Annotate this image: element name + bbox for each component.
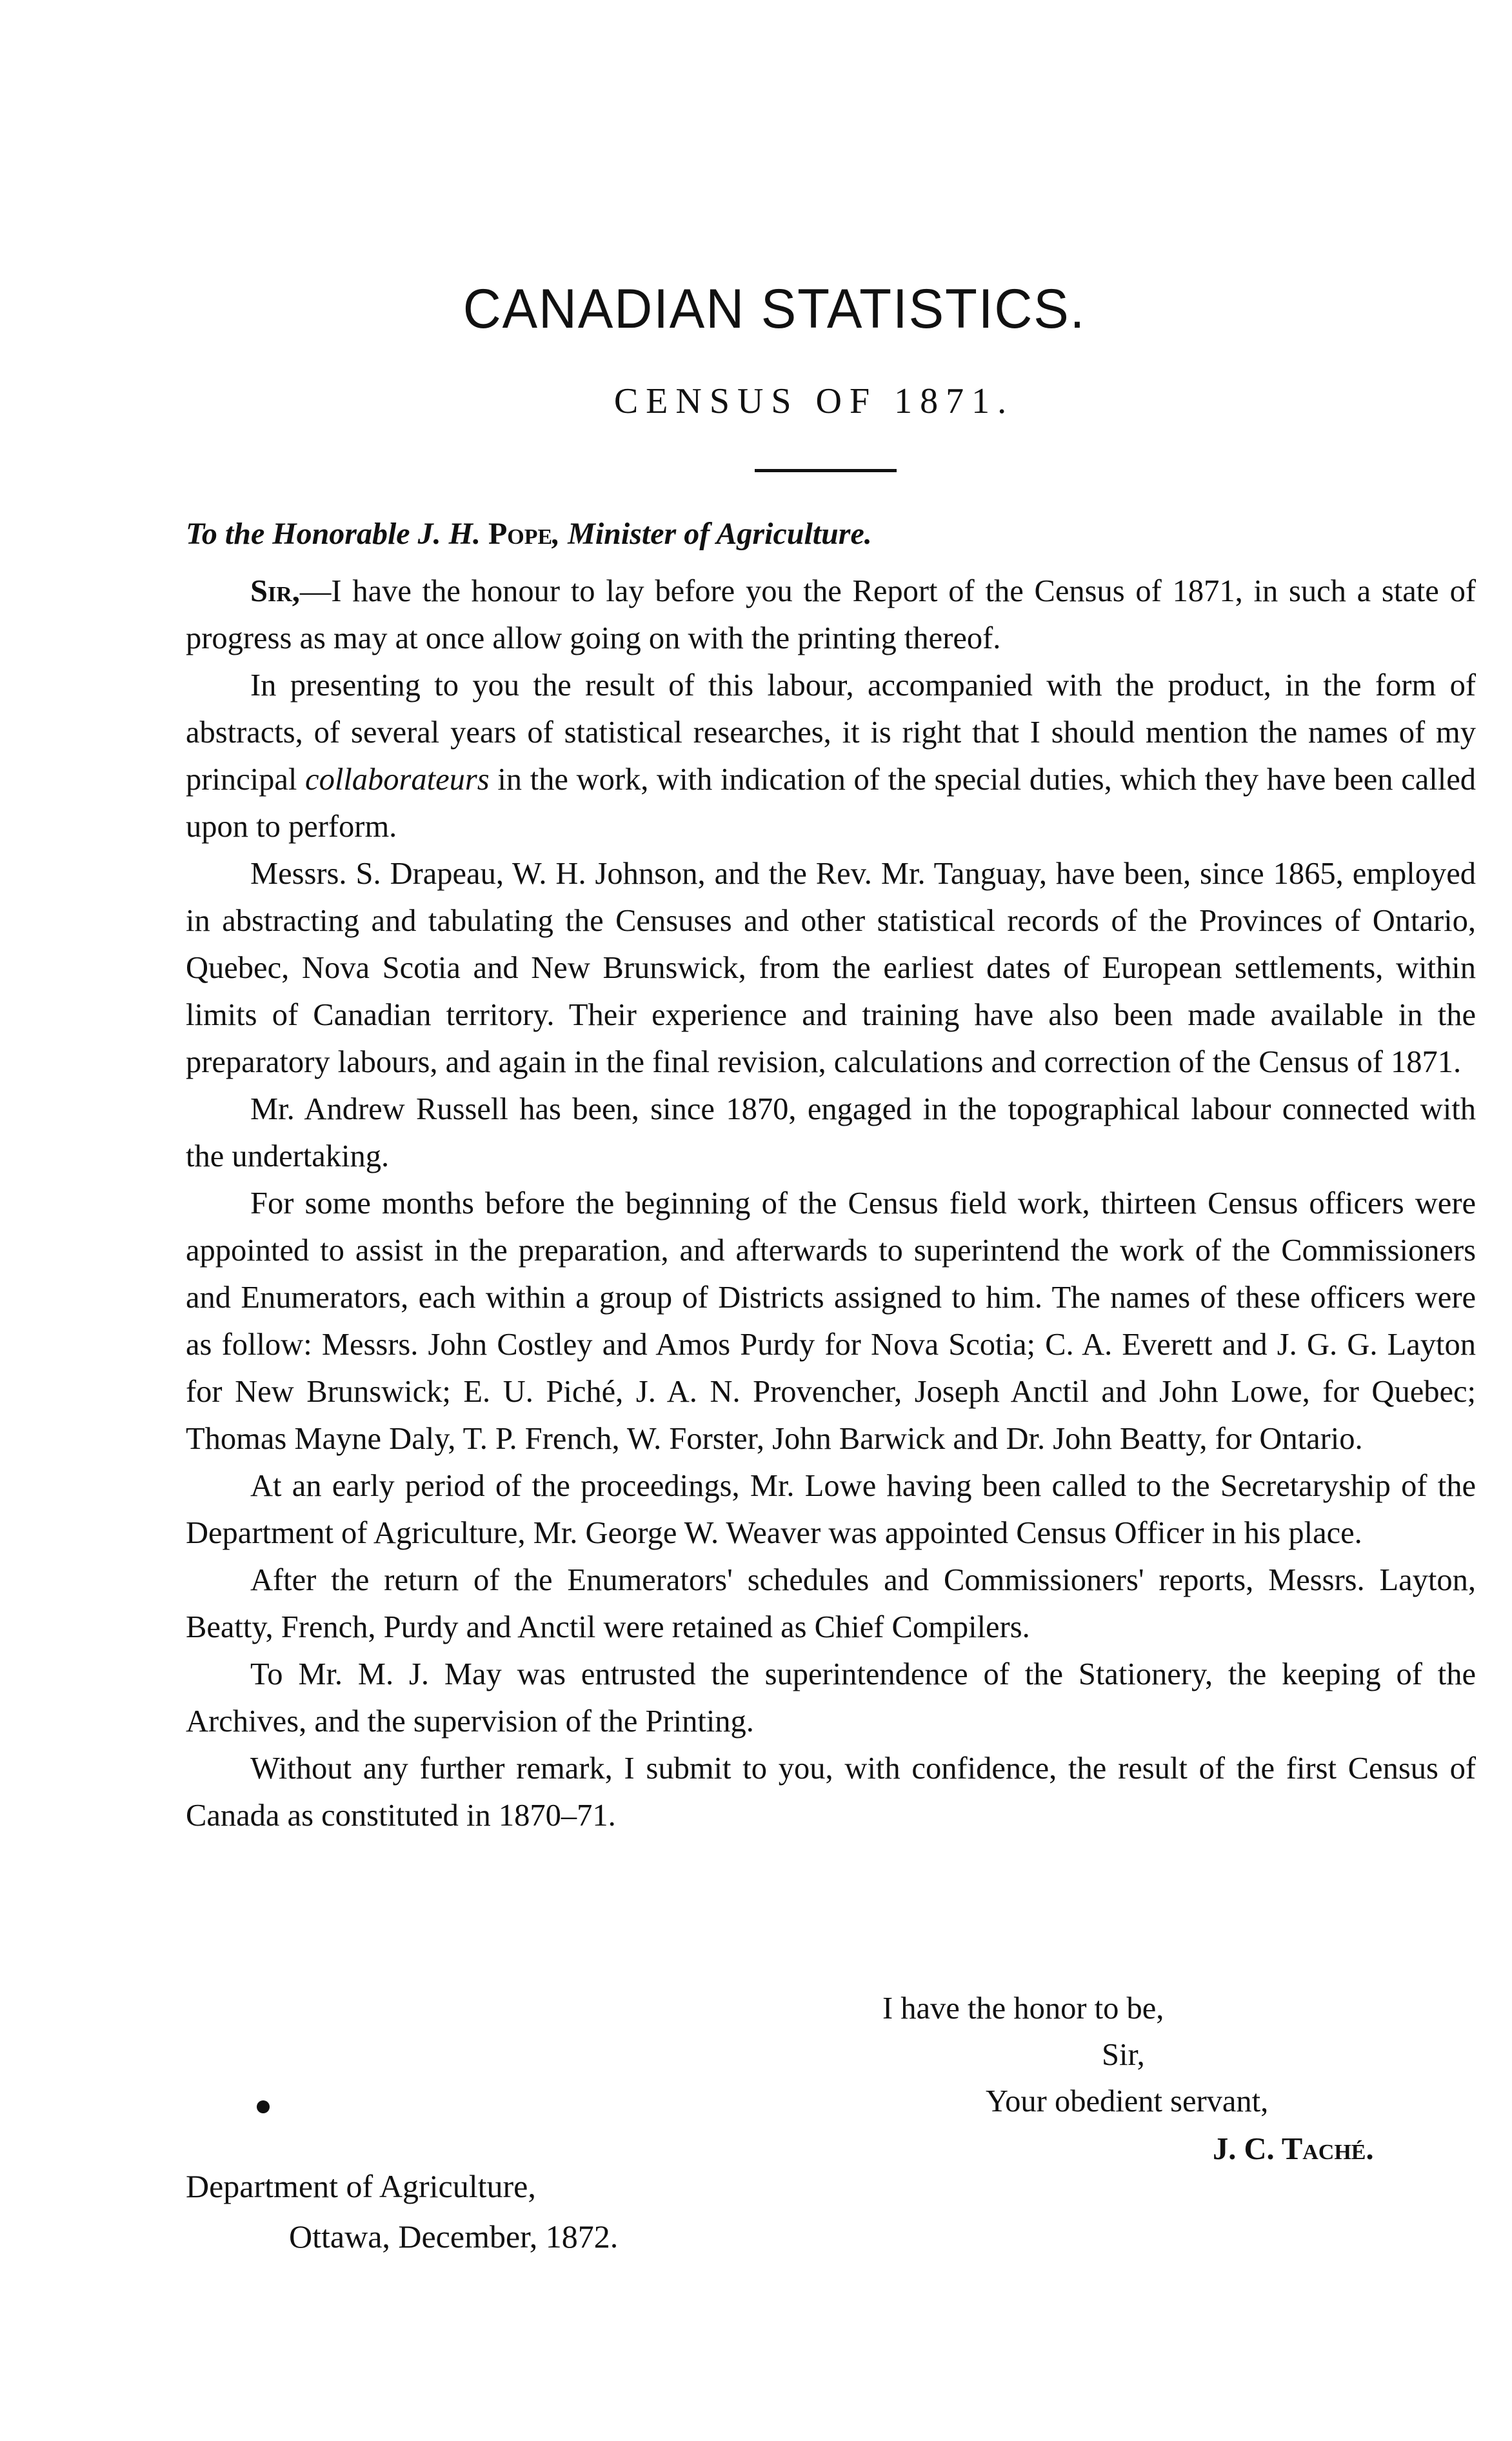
printer-mark	[257, 2100, 270, 2113]
document-title: CANADIAN STATISTICS.	[463, 278, 1086, 340]
paragraph-5: For some months before the beginning of the Census field work, thirteen Census officers were appointed to assist in the preparation, and afterwards to superintend the work of the Commissioners and Enumerators, each within a group of Districts assigned to him. The names of these officers were as follow: Messrs. John Costley and Amos Purdy for Nova Scotia; C. A. Everett and J. G. G. Layton for New Brunswick; E. U. Piché, J. A. N. Provencher, Joseph Anctil and John Lowe, for Quebec; Thomas Mayne Daly, T. P. French, W. Forster, John Barwick and Dr. John Beatty, for Ontario.	[186, 1186, 1476, 1456]
paragraph-3: Messrs. S. Drapeau, W. H. Johnson, and the Rev. Mr. Tanguay, have been, since 1865, employed in abstracting and tabulating the Censuses and other statistical records of the Provinces of Ontario, Quebec, Nova Scotia and New Brunswick, from the earliest dates of European settlements, within limits of Canadian territory. Their experience and training have also been made available in the preparatory labours, and again in the final revision, calculations and correction of the Census of 1871.	[186, 857, 1476, 1079]
paragraph-6: At an early period of the proceedings, Mr. Lowe having been called to the Secretaryship of the Department of Agriculture, Mr. George W. Weaver was appointed Census Officer in his place.	[186, 1469, 1476, 1550]
paragraph-4: Mr. Andrew Russell has been, since 1870, engaged in the topographical labour connected with the undertaking.	[186, 1092, 1476, 1173]
paragraph-2-emphasis: collaborateurs	[305, 762, 490, 797]
document-subtitle: CENSUS OF 1871.	[613, 381, 1015, 421]
letter-body	[186, 568, 1476, 1839]
signature: J. C. Taché.	[1213, 2132, 1374, 2166]
closing-line-3: Your obedient servant,	[986, 2084, 1269, 2118]
dateline	[186, 2161, 618, 2262]
paragraph-7: After the return of the Enumerators' schedules and Commissioners' reports, Messrs. Layton, Beatty, French, Purdy and Anctil were retained as Chief Compilers.	[186, 1563, 1476, 1644]
paragraph-1-text: —I have the honour to lay before you the Report of the Census of 1871, in such a state of progress as may at once allow going on with the printing thereof.	[186, 574, 1476, 655]
dateline-line-2: Ottawa, December, 1872.	[289, 2218, 619, 2255]
dateline-line-1: Department of Agriculture,	[186, 2168, 536, 2204]
paragraph-2-before: In presenting to you the result of this labour, accompanied with the product, in the form of abstracts, of several years of statistical researches, it is right that I should mention the names of my principal	[186, 668, 1476, 797]
title-divider	[755, 469, 897, 472]
paragraph-1	[186, 568, 1476, 662]
paragraph-8: To Mr. M. J. May was entrusted the superintendence of the Stationery, the keeping of the Archives, and the supervision of the Printing.	[186, 1657, 1476, 1739]
salutation-prefix: To the Honorable J. H.	[186, 517, 488, 551]
paragraph-9: Without any further remark, I submit to you, with confidence, the result of the first Census of Canada as constituted in 1870–71.	[186, 1751, 1476, 1833]
closing-line-1: I have the honor to be,	[882, 1991, 1164, 2026]
closing-line-2: Sir,	[1102, 2038, 1145, 2072]
salutation-suffix: , Minister of Agriculture.	[552, 517, 872, 551]
paragraph-2	[186, 662, 1476, 850]
salutation-name: Pope	[488, 517, 553, 551]
paragraph-1-lead: Sir,	[250, 574, 300, 608]
paragraph-2-after: in the work, with indication of the special duties, which they have been called upon to perform.	[186, 762, 1476, 844]
salutation	[186, 516, 872, 552]
